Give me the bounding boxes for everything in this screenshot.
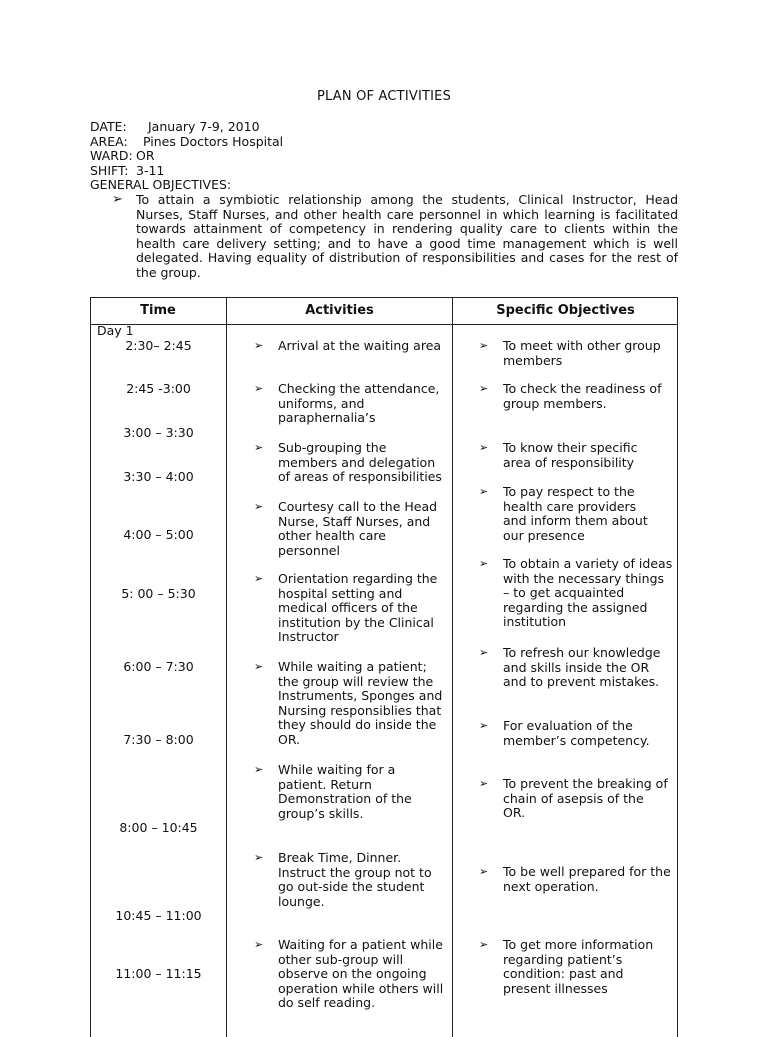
header-time: Time — [140, 303, 176, 318]
header-objectives: Specific Objectives — [496, 303, 635, 318]
activities-table — [90, 297, 678, 1037]
time-slot: 7:30 – 8:00 — [123, 732, 194, 747]
time-slot: 6:00 – 7:30 — [123, 659, 194, 674]
date-line — [90, 120, 260, 135]
objectives-heading: GENERAL OBJECTIVES: — [90, 177, 232, 192]
activity-item: Arrival at the waiting area — [278, 338, 442, 353]
time-slot: 4:00 – 5:00 — [123, 527, 194, 542]
time-slot: 3:00 – 3:30 — [123, 425, 194, 440]
arrow-bullet-icon: ➢ — [254, 441, 264, 454]
header-activities: Activities — [305, 303, 374, 318]
ward-line — [90, 149, 155, 164]
time-slot: 3:30 – 4:00 — [123, 469, 194, 484]
arrow-bullet-icon: ➢ — [112, 192, 123, 207]
arrow-bullet-icon: ➢ — [479, 339, 489, 352]
activity-item: Waiting for a patient while other sub-group will observe on the ongoing operation while others will do self reading. — [278, 937, 444, 1011]
arrow-bullet-icon: ➢ — [479, 865, 489, 878]
arrow-bullet-icon: ➢ — [254, 339, 264, 352]
arrow-bullet-icon: ➢ — [254, 660, 264, 673]
date-value: January 7-9, 2010 — [148, 119, 260, 134]
day-label: Day 1 — [97, 323, 134, 338]
arrow-bullet-icon: ➢ — [479, 485, 489, 498]
arrow-bullet-icon: ➢ — [254, 500, 264, 513]
date-label: DATE: — [90, 119, 127, 134]
objective-item: To get more information regarding patient’s condition: past and present illnesses — [503, 937, 654, 996]
time-slot: 10:45 – 11:00 — [115, 908, 202, 923]
activity-item: Break Time, Dinner. Instruct the group not to go out-side the student lounge. — [278, 850, 432, 909]
column-divider-2 — [452, 297, 453, 1037]
page-title: PLAN OF ACTIVITIES — [316, 89, 452, 104]
arrow-bullet-icon: ➢ — [254, 382, 264, 395]
activity-item: While waiting for a patient. Return Demonstration of the group’s skills. — [278, 762, 412, 821]
ward-value: OR — [136, 148, 155, 163]
objective-item: To meet with other group members — [503, 338, 661, 368]
objective-item: To know their specific area of responsibility — [503, 440, 638, 470]
time-slot: 2:30– 2:45 — [125, 338, 192, 353]
arrow-bullet-icon: ➢ — [479, 938, 489, 951]
objective-item: To pay respect to the health care providers and inform them about our presence — [503, 484, 648, 543]
arrow-bullet-icon: ➢ — [479, 441, 489, 454]
objective-item: To obtain a variety of ideas with the necessary things – to get acquainted regarding the assigned institution — [503, 556, 673, 630]
arrow-bullet-icon: ➢ — [479, 646, 489, 659]
arrow-bullet-icon: ➢ — [479, 382, 489, 395]
activity-item: Orientation regarding the hospital setting and medical officers of the institution by the Clinical Instructor — [278, 571, 438, 645]
activity-item: While waiting a patient; the group will review the Instruments, Sponges and Nursing responsiblies that they should do inside the OR. — [278, 659, 443, 747]
time-slot: 11:00 – 11:15 — [115, 966, 202, 981]
objective-item: To prevent the breaking of chain of asepsis of the OR. — [503, 776, 668, 821]
activity-item: Courtesy call to the Head Nurse, Staff Nurses, and other health care personnel — [278, 499, 438, 558]
arrow-bullet-icon: ➢ — [479, 719, 489, 732]
area-label: AREA: — [90, 134, 128, 149]
arrow-bullet-icon: ➢ — [479, 557, 489, 570]
arrow-bullet-icon: ➢ — [254, 763, 264, 776]
time-slot: 8:00 – 10:45 — [119, 820, 198, 835]
activity-item: Checking the attendance, uniforms, and paraphernalia’s — [278, 381, 440, 426]
arrow-bullet-icon: ➢ — [254, 851, 264, 864]
arrow-bullet-icon: ➢ — [254, 572, 264, 585]
shift-value: 3-11 — [136, 163, 165, 178]
arrow-bullet-icon: ➢ — [479, 777, 489, 790]
area-value: Pines Doctors Hospital — [143, 134, 284, 149]
ward-label: WARD: — [90, 148, 133, 163]
objective-item: To be well prepared for the next operation. — [503, 864, 671, 894]
time-slot: 2:45 -3:00 — [126, 381, 191, 396]
activity-item: Sub-grouping the members and delegation of areas of responsibilities — [278, 440, 442, 485]
arrow-bullet-icon: ➢ — [254, 938, 264, 951]
objective-item: For evaluation of the member’s competency. — [503, 718, 650, 748]
time-slot: 5: 00 – 5:30 — [121, 586, 196, 601]
objective-item: To check the readiness of group members. — [503, 381, 662, 411]
table-right-border — [677, 297, 678, 1037]
shift-label: SHIFT: — [90, 163, 129, 178]
objective-item: To refresh our knowledge and skills inside the OR and to prevent mistakes. — [503, 645, 661, 690]
general-objective-text: To attain a symbiotic relationship among the students, Clinical Instructor, Head Nurses, Staff Nurses, and other health care personnel in which learning is facilitated towards attainment of competency in rendering quality care to clients within the health care delivery setting; and to have a good time management which is well delegated. Having equality of distribution of responsibilities and cases for the rest of the group. — [136, 192, 678, 280]
